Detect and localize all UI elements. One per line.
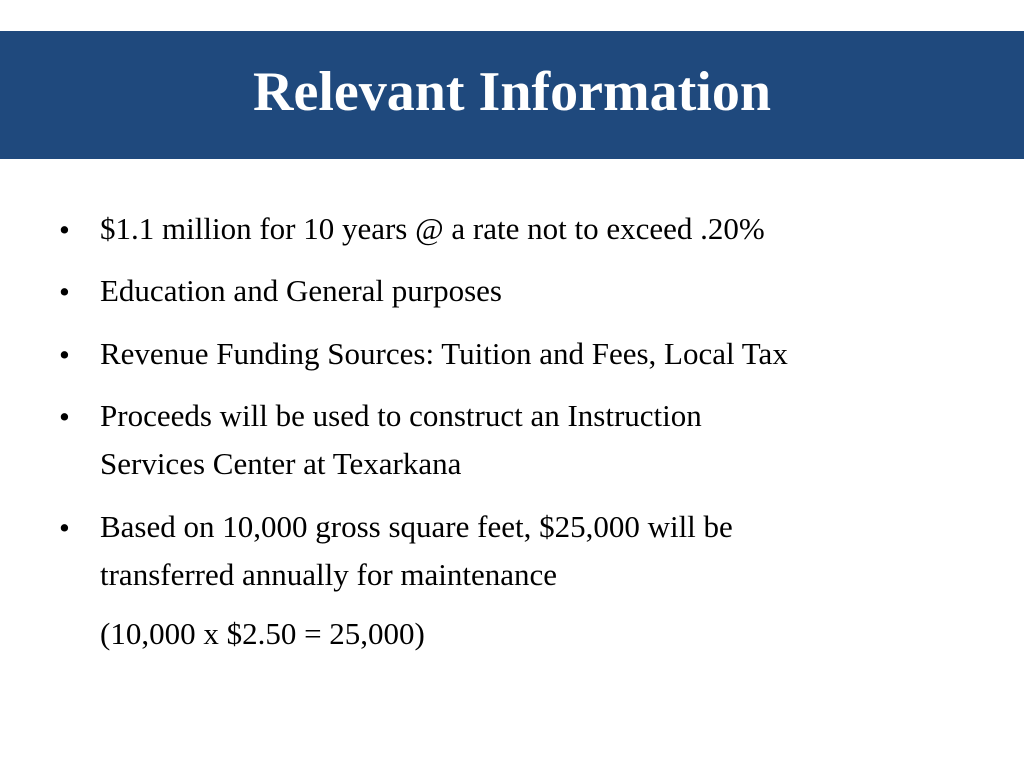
bullet-marker: •	[59, 274, 70, 309]
bullet-item-purpose	[100, 267, 980, 315]
calculation-note: (10,000 x $2.50 = 25,000)	[100, 616, 425, 651]
bullet-item-proceeds	[100, 392, 980, 488]
bullet-item-funding	[100, 330, 980, 378]
bullet-item-rate	[100, 205, 980, 253]
bullet-text-line: $1.1 million for 10 years @ a rate not to exceed .20%	[100, 211, 765, 246]
bullet-text-line: transferred annually for maintenance	[100, 557, 558, 592]
slide-title: Relevant Information	[253, 61, 771, 123]
bullet-marker: •	[59, 510, 70, 545]
bullet-text-line: Based on 10,000 gross square feet, $25,000 will be	[100, 509, 733, 544]
bullet-marker: •	[59, 337, 70, 372]
bullet-marker: •	[59, 212, 70, 247]
bullet-text-line: Proceeds will be used to construct an Instruction	[100, 398, 702, 433]
bullet-marker: •	[59, 399, 70, 434]
bullet-text-line: Education and General purposes	[100, 273, 503, 308]
bullet-text-line: Revenue Funding Sources: Tuition and Fees, Local Tax	[100, 336, 788, 371]
bullet-text-line: Services Center at Texarkana	[100, 446, 462, 481]
bullet-item-maintenance	[100, 503, 980, 599]
